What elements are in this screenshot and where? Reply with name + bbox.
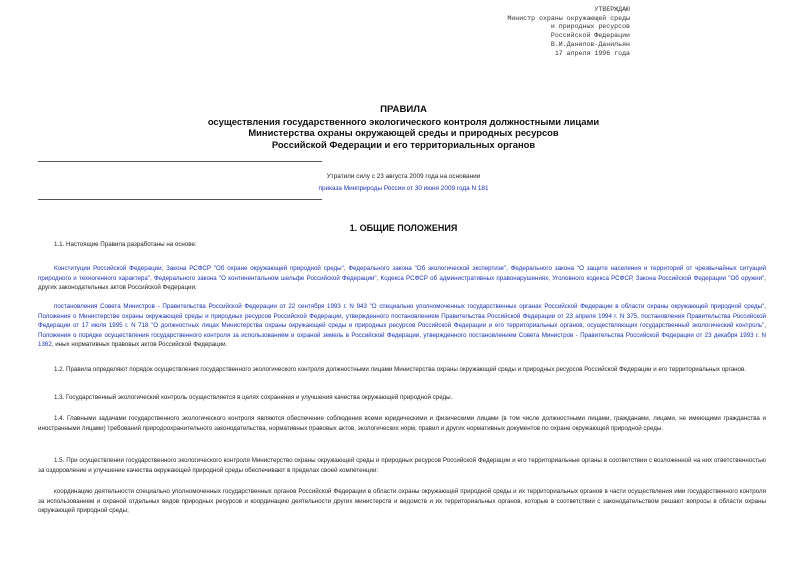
paragraph-1-1 (38, 240, 766, 250)
paragraph-text: 1.4. Главными задачами государственного экологического контроля являются обеспечение соблюдения всеми юридическими и физическими лицами (в том числе должностными лицами, гражданами, лицами, не имеющими гражданства и иностранными лицами) требований природоохранительного законодательства, нормативных правовых актов, экологических норм, правил и других нормативных документов по охране окружающей природной среды. (38, 415, 766, 432)
title-line: осуществления государственного экологического контроля должностными лицами (207, 116, 600, 128)
paragraph-coordination (38, 487, 766, 516)
status-order-link[interactable]: приказа Минприроды России от 30 июня 2009 года N 181 (318, 185, 489, 192)
decrees-link[interactable]: постановления Совета Министров - Правительства Российской Федерации от 22 сентября 1993 г. N 943 "О специально уполномоченных государственных органах Российской Федерации в области охраны окружающей природной среды", Положения о Министерстве охраны окружающей среды и природных ресурсов Российской Федерации, утвержденного постановлением Правительства Российской Федерации от 23 апреля 1994 г. N 375, постановления Правительства Российской Федерации от 17 июля 1995 г. N 718 "О должностных лицах Министерства охраны окружающей среды и природных ресурсов Российской Федерации и его территориальных органов, осуществляющих государственный экологический контроль", Положения о порядке осуществления государственного контроля за использованием и охраной земель в Российской Федерации, утвержденного постановлением Совета Министров - Правительства Российской Федерации от 23 декабря 1993 г. N 1362 (38, 303, 766, 349)
paragraph-text: , других законодательных актов Российской Федерации; (38, 274, 766, 292)
status-line: Утратили силу с 23 августа 2009 года на основании (326, 173, 481, 180)
title-line: Министерства охраны окружающей среды и природных ресурсов (248, 127, 559, 139)
approval-line: УТВЕРЖДАЮ (594, 6, 630, 13)
title-heading: ПРАВИЛА (380, 104, 427, 115)
paragraph-text: 1.2. Правила определяют порядок осуществления государственного экологического контроля должностными лицами Министерства охраны окружающей среды и природных ресурсов Российской Федерации и его территориальных органов. (54, 366, 747, 373)
approval-line: Министр охраны окружающей среды (507, 14, 630, 22)
title-line: Российской Федерации и его территориальных органов (271, 138, 536, 150)
paragraph-decrees (38, 302, 766, 350)
section-heading: 1. ОБЩИЕ ПОЛОЖЕНИЯ (349, 223, 458, 233)
paragraph-text: 1.5. При осуществлении государственного экологического контроля Министерство охраны окружающей среды и природных ресурсов Российской Федерации и его территориальные органы в соответствии с возложенной на них ответственностью за оздоровление и улучшение качества окружающей природной среды обеспечивают в пределах своей компетенции: (38, 457, 766, 474)
paragraph-1-5 (38, 456, 766, 475)
approval-stamp (507, 6, 630, 58)
paragraph-1-4 (38, 414, 766, 433)
approval-line: Российской Федерации (550, 32, 630, 40)
approval-line: и природных ресурсов (550, 23, 630, 31)
paragraph-text: координацию деятельности специально уполномоченных государственных органов Российской Федерации в области охраны окружающей природной среды и их территориальных органов в части осуществления ими государственного контроля за использованием и охраной отдельных видов природных ресурсов и координацию деятельности других министерств и ведомств и их территориальных органов, которые в соответствии с законодательством решают вопросы в области охраны окружающей природной среды; (38, 488, 766, 515)
paragraph-text: , иных нормативных правовых актов Российской Федерации. (51, 341, 228, 349)
paragraph-text: 1.1. Настоящие Правила разработаны на основе: (54, 241, 197, 248)
paragraph-1-2 (38, 365, 766, 375)
paragraph-text: 1.3. Государственный экологический контроль осуществляется в целях сохранения и улучшения качества окружающей природной среды. (54, 394, 453, 401)
paragraph-1-3 (38, 393, 766, 403)
approval-line: 17 апреля 1996 года (554, 49, 630, 57)
laws-link[interactable]: Конституции Российской Федерации, Закона РСФСР "Об охране окружающей природной среды", Федерального закона "Об экологической экспертизе", Федерального закона "О защите населения и территорий от чрезвычайных ситуаций природного и техногенного характера", Федерального закона "О континентальном шельфе Российской Федерации", Кодекса РСФСР об административных правонарушениях, Уголовного кодекса РСФСР, Закона Российской Федерации "Об оружии" (38, 265, 766, 282)
status-link-line (0, 184, 807, 193)
document-title (0, 104, 807, 150)
divider-bottom (38, 199, 322, 200)
divider-top (38, 161, 322, 162)
approval-line: В.И.Данилов-Данильян (550, 40, 630, 48)
paragraph-laws (38, 264, 766, 293)
